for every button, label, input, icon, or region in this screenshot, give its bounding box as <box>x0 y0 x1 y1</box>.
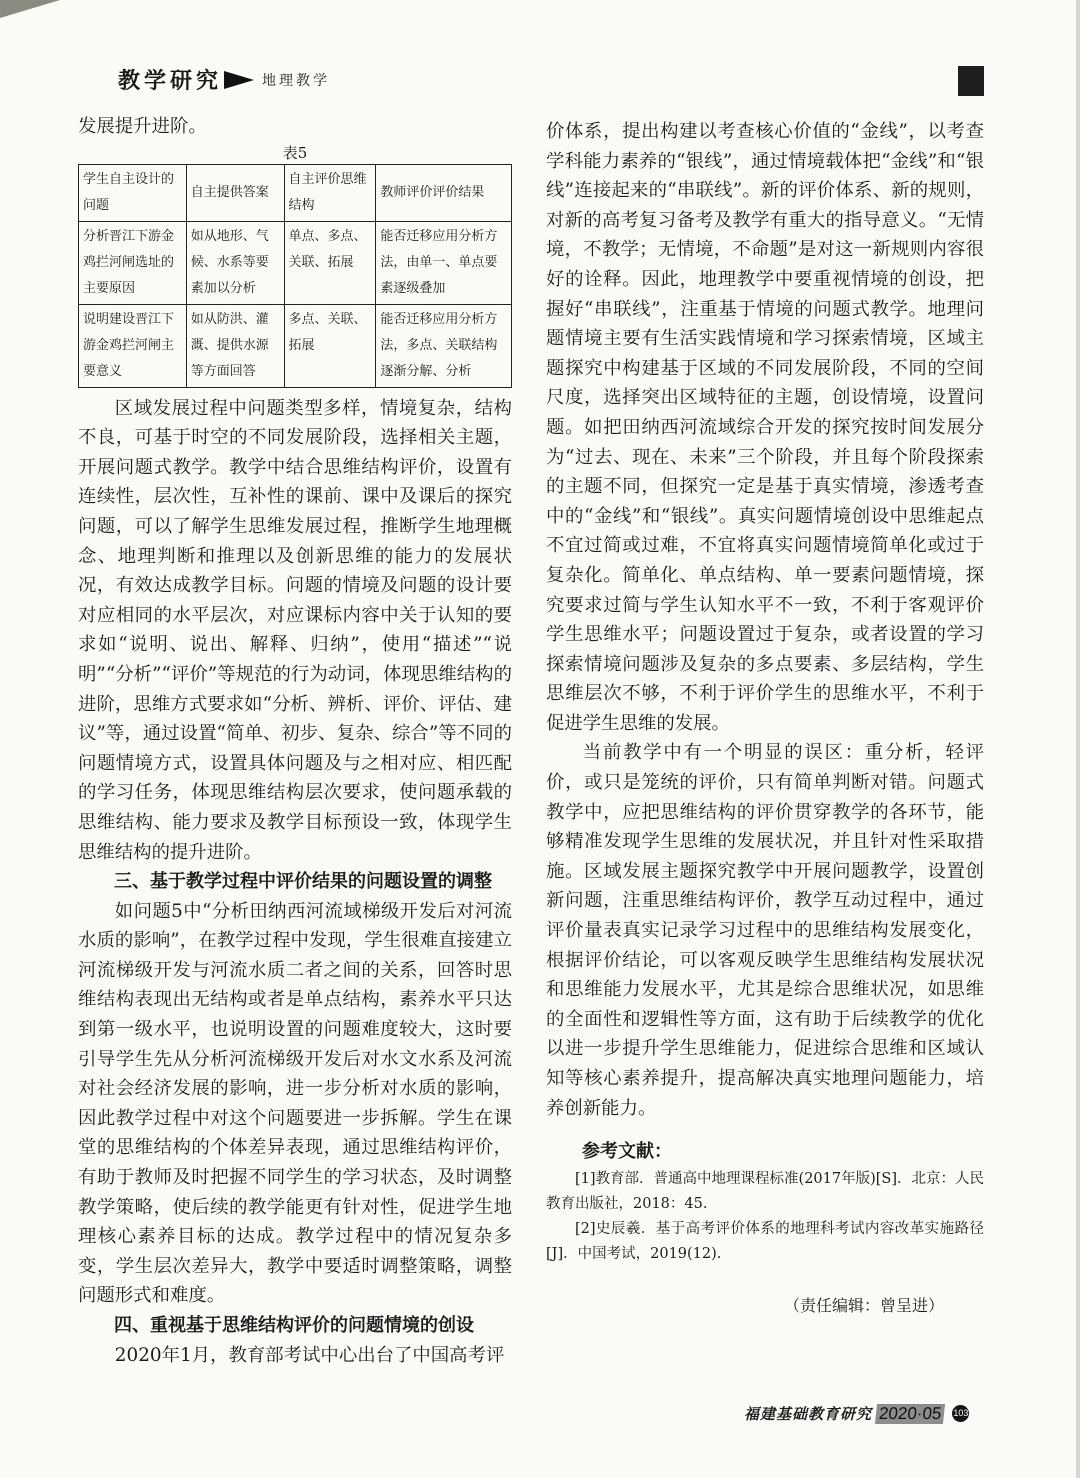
section-heading-3: 三、基于教学过程中评价结果的问题设置的调整 <box>114 871 492 893</box>
table-cell: 说明建设晋江下游金鸡拦河闸主要意义 <box>79 304 187 387</box>
page-number: 103 <box>952 1405 969 1422</box>
body-paragraph: 2020年1月，教育部考试中心出台了中国高考评 <box>114 1344 505 1366</box>
section-marker-icon <box>958 66 984 96</box>
section-label: 教学研究 <box>118 69 223 94</box>
scan-corner-shadow <box>0 0 60 18</box>
left-column <box>78 112 512 1370</box>
table-header-cell: 自主评价思维结构 <box>284 164 376 221</box>
issue-label: 2020·05 <box>875 1404 945 1424</box>
page-edge <box>1076 0 1080 1478</box>
table-header-cell: 学生自主设计的问题 <box>79 164 187 221</box>
table-cell: 如从防洪、灌溉、提供水源等方面回答 <box>186 304 284 387</box>
intro-tail: 发展提升进阶。 <box>78 116 207 137</box>
table-cell: 能否迁移应用分析方法，多点、关联结构逐渐分解、分析 <box>376 304 512 387</box>
table-cell: 分析晋江下游金鸡拦河闸选址的主要原因 <box>79 221 187 304</box>
table-header-cell: 教师评价评价结果 <box>376 164 512 221</box>
table-cell: 多点、关联、拓展 <box>284 304 376 387</box>
body-paragraph: 如问题5中“分析田纳西河流域梯级开发后对河流水质的影响”，在教学过程中发现，学生很难直接建立河流梯级开发与河流水质二者之间的关系，回答时思维结构表现出无结构或者是单点结构，素养水平只达到第一级水平，也说明设置的问题难度较大，这时要引导学生先从分析河流梯级开发后对水文水系及河流对社会经济发展的影响，进一步分析对水质的影响，因此教学过程中对这个问题要进一步拆解。学生在课堂的思维结构的个体差异表现，通过思维结构评价，有助于教师及时把握不同学生的学习状态，及时调整教学策略，使后续的教学能更有针对性，促进学生地理核心素养目标的达成。教学过程中的情况复杂多变，学生层次差异大，教学中要适时调整策略，调整问题形式和难度。 <box>78 900 512 1307</box>
reference-item: [2]史辰羲．基于高考评价体系的地理科考试内容改革实施路径[J]．中国考试，2019(12). <box>546 1220 984 1262</box>
table-caption: 表5 <box>282 143 308 162</box>
references-heading: 参考文献： <box>582 1141 672 1163</box>
body-paragraph: 价体系，提出构建以考查核心价值的“金线”，以考查学科能力素养的“银线”，通过情境载体把“金线”和“银线”连接起来的“串联线”。新的评价体系、新的规则，对新的高考复习备考及教学有重大的指导意义。“无情境，不教学；无情境，不命题”是对这一新规则内容很好的诠释。因此，地理教学中要重视情境的创设，把握好“串联线”，注重基于情境的问题式教学。地理问题情境主要有生活实践情境和学习探索情境，区域主题探究中构建基于区域的不同发展阶段，不同的空间尺度，选择突出区域特征的主题，创设情境，设置问题。如把田纳西河流域综合开发的探究按时间发展分为“过去、现在、未来”三个阶段，并且每个阶段探索的主题不同，但探究一定是基于真实情境，渗透考查中的“金线”和“银线”。真实问题情境创设中思维起点不宜过简或过难，不宜将真实问题情境简单化或过于复杂化。简单化、单点结构、单一要素问题情境，探究要求过简与学生认知水平不一致，不利于客观评价学生思维水平；问题设置过于复杂，或者设置的学习探索情境问题涉及复杂的多点要素、多层结构，学生思维层次不够，不利于评价学生的思维水平，不利于促进学生思维的发展。 <box>546 121 984 734</box>
running-header <box>118 64 330 95</box>
section-heading-4: 四、重视基于思维结构评价的问题情境的创设 <box>114 1315 474 1336</box>
table-cell: 单点、多点、关联、拓展 <box>284 221 376 304</box>
table-row <box>79 221 512 304</box>
editor-note: （责任编辑：曾呈进） <box>783 1295 944 1315</box>
body-paragraph: 区域发展过程中问题类型多样，情境复杂，结构不良，可基于时空的不同发展阶段，选择相关主题，开展问题式教学。教学中结合思维结构评价，设置有连续性，层次性，互补性的课前、课中及课后的探究问题，可以了解学生思维发展过程，推断学生地理概念、地理判断和推理以及创新思维的能力的发展状况，有效达成教学目标。问题的情境及问题的设计要对应相同的水平层次，对应课标内容中关于认知的要求如“说明、说出、解释、归纳”，使用“描述”“说明”“分析”“评价”等规范的行为动词，体现思维结构的进阶，思维方式要求如“分析、辨析、评价、评估、建议”等，通过设置“简单、初步、复杂、综合”等不同的问题情境方式，设置具体问题及与之相对应、相匹配的学习任务，体现思维结构层次要求，使问题承载的思维结构、能力要求及教学目标预设一致，体现学生思维结构的提升进阶。 <box>78 397 512 863</box>
table-cell: 如从地形、气候、水系等要素加以分析 <box>186 221 284 304</box>
page-footer <box>744 1403 969 1424</box>
journal-name: 福建基础教育研究 <box>744 1405 873 1423</box>
arrow-icon <box>224 71 254 89</box>
reference-item: [1]教育部．普通高中地理课程标准(2017年版)[S]．北京：人民教育出版社，2018：45. <box>546 1170 984 1212</box>
table-5 <box>78 164 512 388</box>
body-paragraph: 当前教学中有一个明显的误区：重分析，轻评价，或只是笼统的评价，只有简单判断对错。问题式教学中，应把思维结构的评价贯穿教学的各环节，能够精准发现学生思维的发展状况，并且针对性采取措施。区域发展主题探究教学中开展问题教学，设置创新问题，注重思维结构评价，教学互动过程中，通过评价量表真实记录学习过程中的思维结构发展变化，根据评价结论，可以客观反映学生思维结构发展状况和思维能力发展水平，尤其是综合思维状况，如思维的全面性和逻辑性等方面，这有助于后续教学的优化以进一步提升学生思维能力，促进综合思维和区域认知等核心素养提升，提高解决真实地理问题能力，培养创新能力。 <box>546 742 984 1119</box>
right-column <box>546 117 984 1320</box>
table-cell: 能否迁移应用分析方法，由单一、单点要素逐级叠加 <box>376 221 512 304</box>
table-row <box>79 304 512 387</box>
subsection-label: 地理教学 <box>262 72 331 89</box>
table-header-cell: 自主提供答案 <box>186 164 284 221</box>
table-header-row <box>79 164 512 221</box>
